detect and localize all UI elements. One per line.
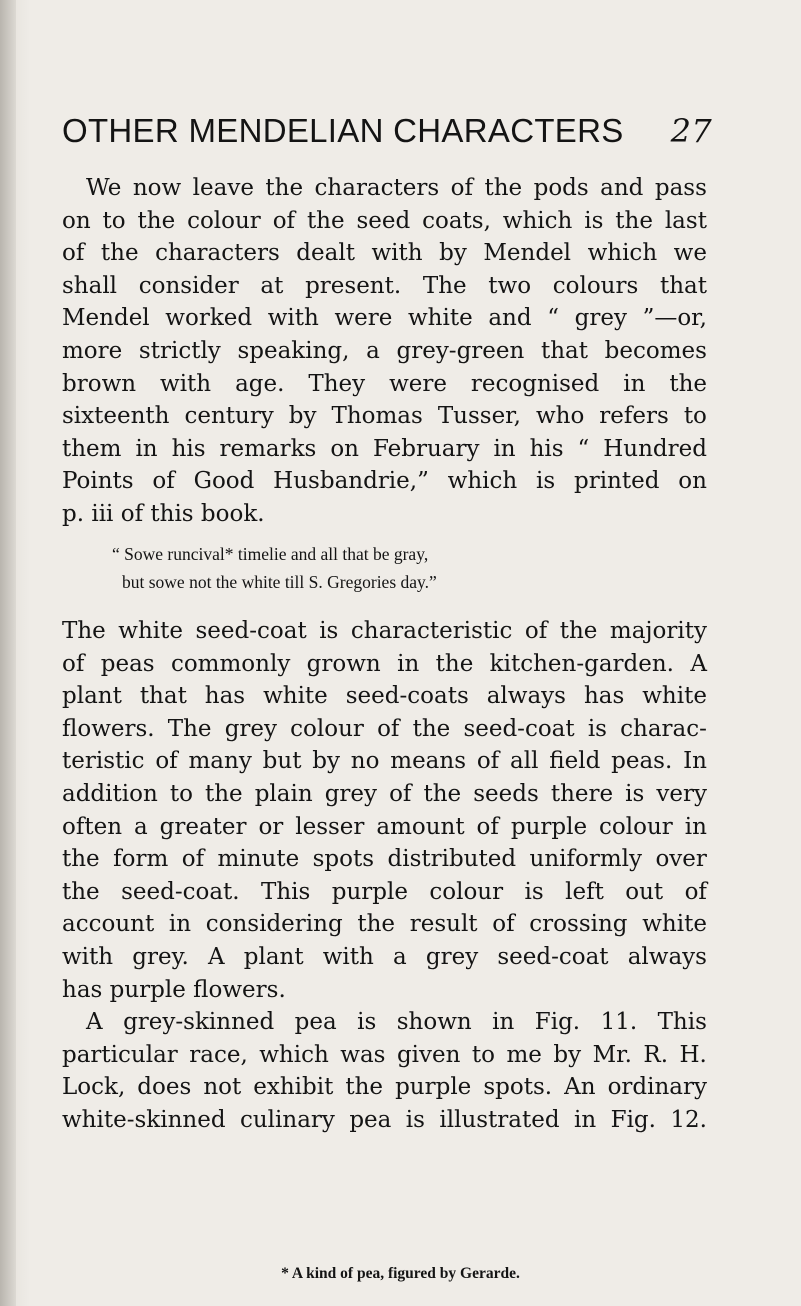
text-line: on to the colour of the seed coats, which is the last <box>62 207 707 234</box>
text-line: flowers. The grey colour of the seed-coat is charac- <box>62 715 707 742</box>
text-line: We now leave the characters of the pods and pass <box>86 175 707 201</box>
text-line: Lock, does not exhibit the purple spots. An ordinary <box>62 1074 707 1101</box>
running-title: OTHER MENDELIAN CHARACTERS <box>62 112 624 149</box>
text-line: sixteenth century by Thomas Tusser, who refers to <box>62 403 707 430</box>
text-line: of the characters dealt with by Mendel which we <box>62 240 707 267</box>
text-line: p. iii of this book. <box>62 500 265 527</box>
text-line: addition to the plain grey of the seeds there is very <box>62 780 707 807</box>
text-line: teristic of many but by no means of all field peas. In <box>62 748 707 775</box>
text-line: brown with age. They were recognised in the <box>62 370 707 397</box>
text-line: them in his remarks on February in his “ Hundred <box>62 435 707 462</box>
text-line: account in considering the result of crossing white <box>62 911 707 938</box>
page-number: 27 <box>670 112 712 150</box>
text-line: particular race, which was given to me by Mr. R. H. <box>62 1041 707 1068</box>
text-line: Mendel worked with were white and “ grey ”—or, <box>62 305 707 332</box>
text-line: with grey. A plant with a grey seed-coat always <box>62 943 707 970</box>
quote-line: but sowe not the white till S. Gregories day.” <box>122 572 437 592</box>
paragraph-seed-coat-intro <box>62 172 707 531</box>
text-line: white-skinned culinary pea is illustrated in Fig. 12. <box>62 1106 707 1133</box>
text-line: shall consider at present. The two colours that <box>62 272 707 299</box>
text-line: Points of Good Husbandrie,” which is printed on <box>62 468 707 495</box>
text-line: more strictly speaking, a grey-green that becomes <box>62 337 707 364</box>
text-line: A grey-skinned pea is shown in Fig. 11. This <box>86 1009 707 1036</box>
text-line: often a greater or lesser amount of purple colour in <box>62 813 707 840</box>
text-line: the form of minute spots distributed uniformly over <box>62 846 707 873</box>
book-spine-shadow <box>0 0 16 1306</box>
paragraph-white-grey <box>62 615 707 1137</box>
tusser-quotation <box>112 540 682 596</box>
text-line: of peas commonly grown in the kitchen-garden. A <box>62 650 707 677</box>
text-line: plant that has white seed-coats always has white <box>62 683 707 710</box>
text-line: the seed-coat. This purple colour is left out of <box>62 878 707 905</box>
running-header <box>62 112 712 150</box>
quote-line: “ Sowe runcival* timelie and all that be gray, <box>112 544 429 564</box>
text-line: The white seed-coat is characteristic of the majority <box>62 618 707 644</box>
footnote: * A kind of pea, figured by Gerarde. <box>281 1265 520 1282</box>
text-line: has purple flowers. <box>62 976 286 1003</box>
